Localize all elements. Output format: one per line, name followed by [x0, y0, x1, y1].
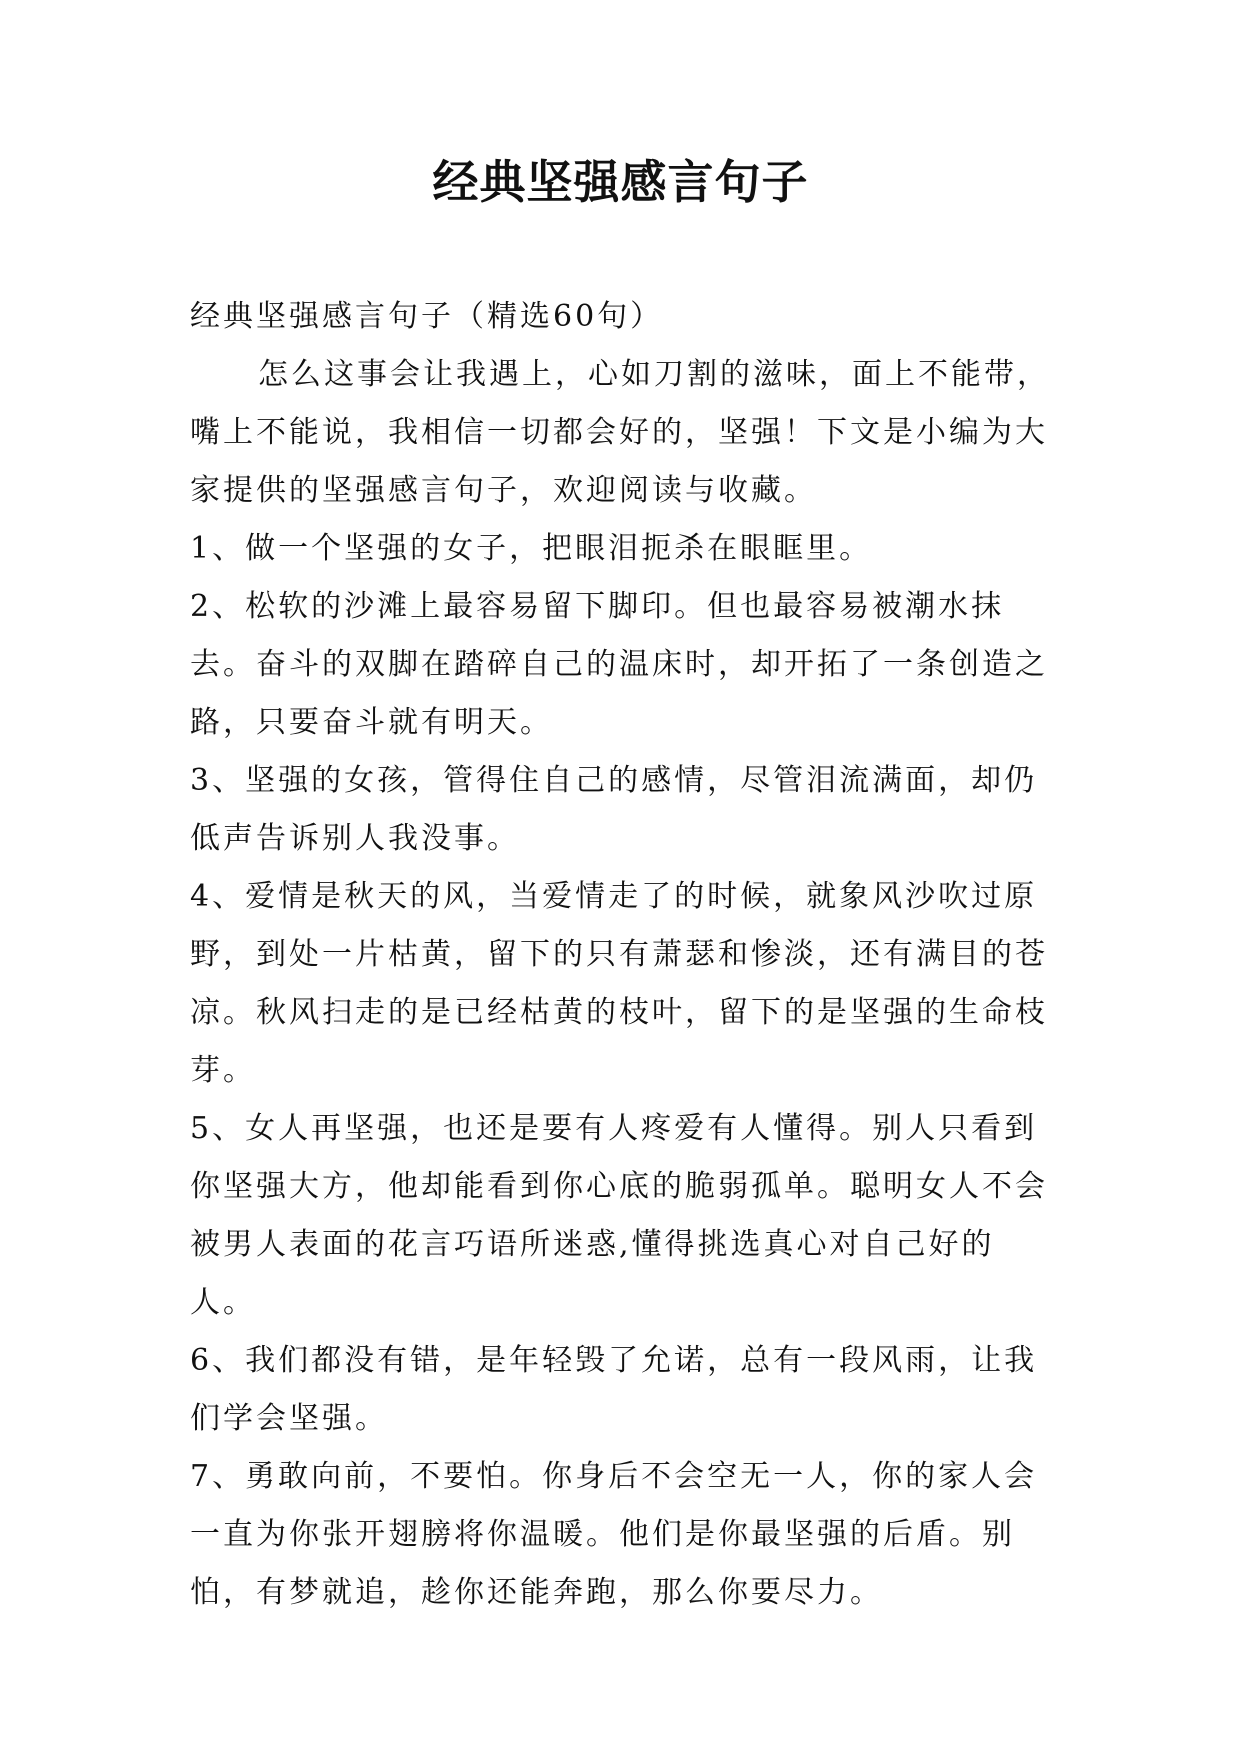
list-item: 2、松软的沙滩上最容易留下脚印。但也最容易被潮水抹去。奋斗的双脚在踏碎自己的温床时，却开拓了一条创造之路，只要奋斗就有明天。 — [190, 589, 1048, 740]
list-item: 7、勇敢向前，不要怕。你身后不会空无一人，你的家人会一直为你张开翅膀将你温暖。他们是你最坚强的后盾。别怕，有梦就追，趁你还能奔跑，那么你要尽力。 — [190, 1459, 1038, 1610]
document-body — [190, 288, 1060, 1622]
list-item: 3、坚强的女孩，管得住自己的感情，尽管泪流满面，却仍低声告诉别人我没事。 — [190, 763, 1038, 856]
intro-paragraph: 怎么这事会让我遇上，心如刀割的滋味，面上不能带，嘴上不能说，我相信一切都会好的，坚强！下文是小编为大家提供的坚强感言句子，欢迎阅读与收藏。 — [190, 357, 1050, 508]
list-item: 5、女人再坚强，也还是要有人疼爱有人懂得。别人只看到你坚强大方，他却能看到你心底的脆弱孤单。聪明女人不会被男人表面的花言巧语所迷惑,懂得挑选真心对自己好的人。 — [190, 1111, 1048, 1320]
list-item: 4、爱情是秋天的风，当爱情走了的时候，就象风沙吹过原野，到处一片枯黄，留下的只有萧瑟和惨淡，还有满目的苍凉。秋风扫走的是已经枯黄的枝叶，留下的是坚强的生命枝芽。 — [190, 879, 1048, 1088]
list-item: 1、做一个坚强的女子，把眼泪扼杀在眼眶里。 — [190, 531, 873, 566]
document-subtitle: 经典坚强感言句子（精选60句） — [190, 299, 664, 334]
document-title: 经典坚强感言句子 — [432, 155, 809, 209]
list-item: 6、我们都没有错，是年轻毁了允诺，总有一段风雨，让我们学会坚强。 — [190, 1343, 1038, 1436]
